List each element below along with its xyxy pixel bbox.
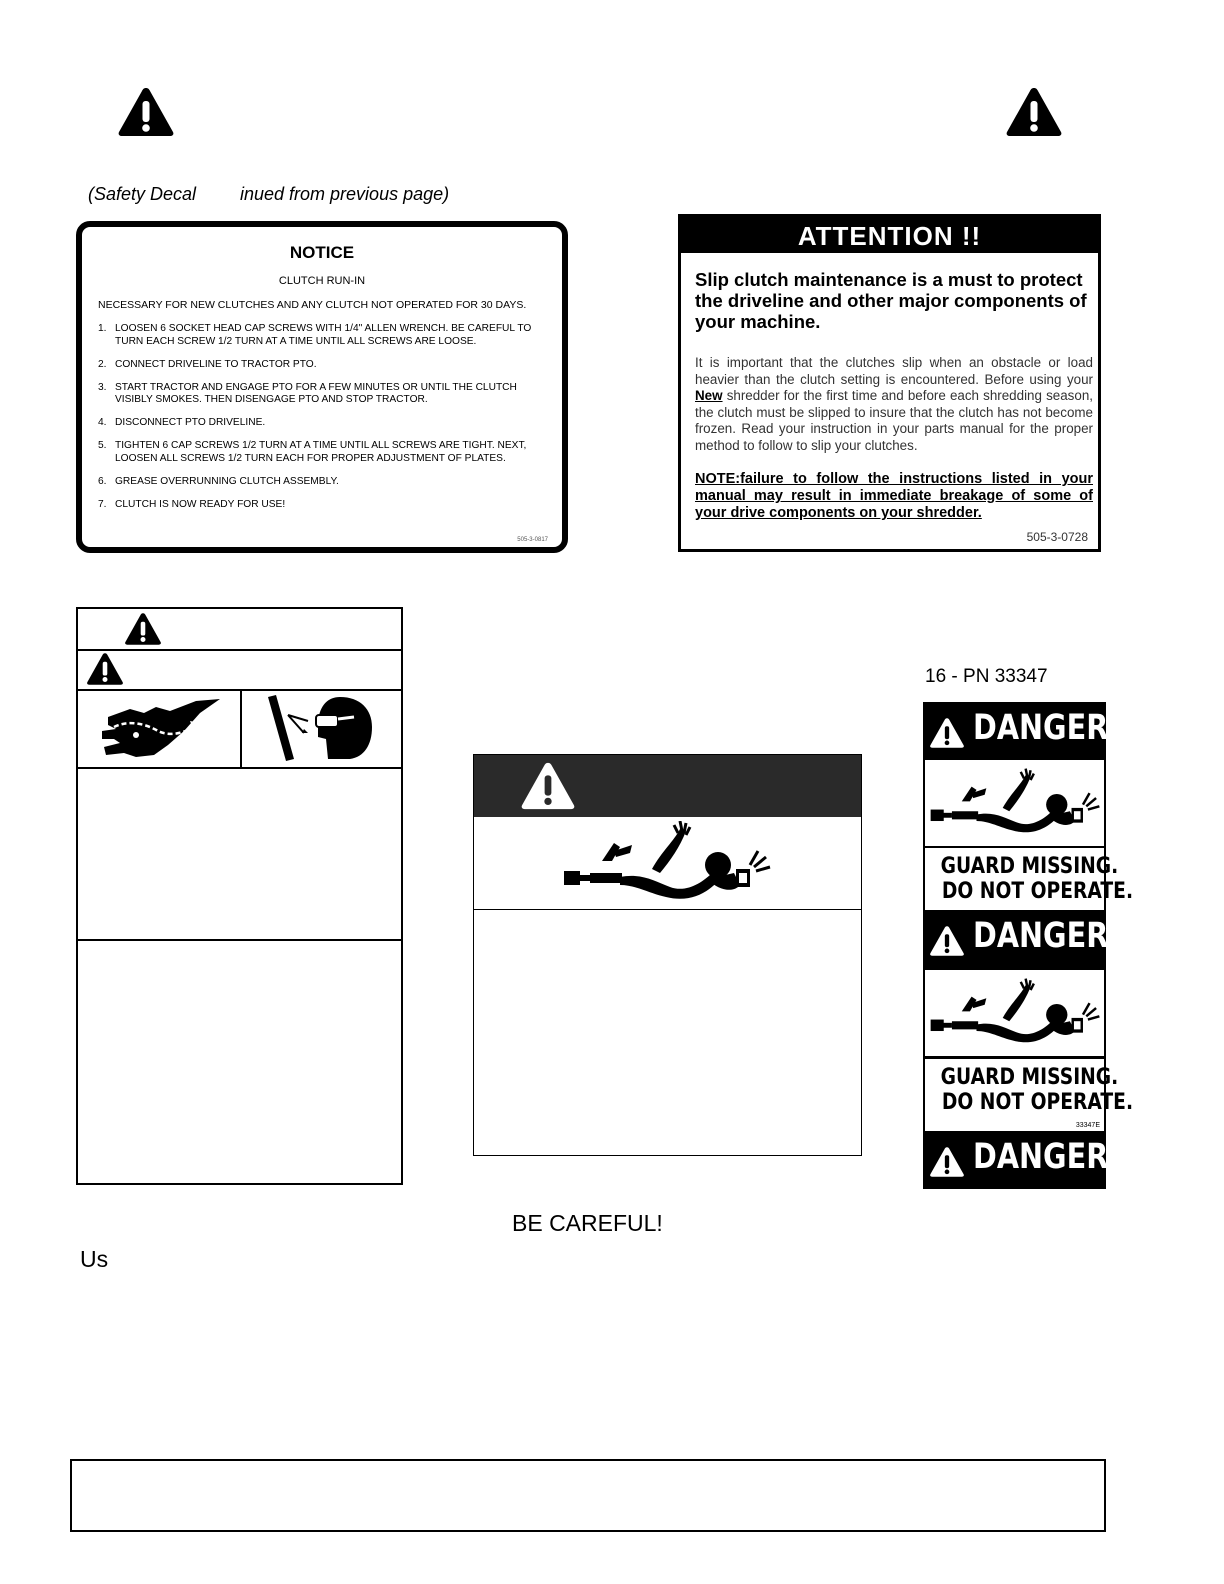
entanglement-warning-decal xyxy=(473,754,862,1156)
warning-triangle-icon xyxy=(929,1146,965,1178)
danger-label: DANGER xyxy=(973,708,1109,748)
entanglement-icon xyxy=(929,766,1101,840)
notice-step: 5. TIGHTEN 6 CAP SCREWS 1/2 TURN AT A TIME UNTIL ALL SCREWS ARE TIGHT. NEXT, LOOSEN ALL SCREWS 1/2 TURN EACH FOR PROPER ADJUSTMENT OF PLATES. xyxy=(98,440,527,464)
warning-triangle-icon xyxy=(520,761,576,811)
footer-box xyxy=(70,1459,1106,1532)
notice-steps xyxy=(98,323,548,522)
hydraulic-warning-decal xyxy=(76,607,403,1185)
notice-decal xyxy=(76,221,568,553)
warning-text-area xyxy=(78,767,401,941)
eye-protection-icon xyxy=(264,693,376,763)
be-careful-text: BE CAREFUL! xyxy=(512,1210,663,1236)
notice-title: NOTICE xyxy=(289,243,355,262)
warning-triangle-icon xyxy=(86,652,124,686)
attention-emphasis: New xyxy=(695,388,723,403)
notice-step: 4. DISCONNECT PTO DRIVELINE. xyxy=(98,417,266,428)
section-caption xyxy=(88,184,450,205)
attention-lead: Slip clutch maintenance is a must to protect the driveline and other major components of your machine. xyxy=(695,269,1087,332)
guard-missing-line1: GUARD MISSING. xyxy=(940,854,1119,879)
notice-step: 1. LOOSEN 6 SOCKET HEAD CAP SCREWS WITH 1/4" ALLEN WRENCH. BE CAREFUL TO TURN EACH SCREW 1/2 TURN AT A TIME UNTIL ALL SCREWS ARE LOOSE. xyxy=(98,323,532,347)
notice-step: 7. CLUTCH IS NOW READY FOR USE! xyxy=(98,498,286,510)
attention-code: 505-3-0728 xyxy=(1026,530,1088,544)
notice-step: 3. START TRACTOR AND ENGAGE PTO FOR A FEW MINUTES OR UNTIL THE CLUTCH VISIBLY SMOKES. THEN DISENGAGE PTO AND STOP TRACTOR. xyxy=(98,381,517,405)
danger-pictogram xyxy=(925,760,1104,846)
pictogram-row xyxy=(78,689,401,769)
danger-band xyxy=(923,912,1109,968)
caption-part1: (Safety Decal xyxy=(88,184,197,204)
warning-triangle-icon xyxy=(117,86,175,138)
attention-title: ATTENTION !! xyxy=(681,217,1098,253)
body-text-fragment: Us xyxy=(80,1246,109,1272)
guard-missing-line1: GUARD MISSING. xyxy=(940,1065,1119,1090)
danger-label: DANGER xyxy=(973,916,1109,956)
notice-code: 505-3-0817 xyxy=(517,537,548,543)
entanglement-pictogram-area xyxy=(474,817,861,910)
danger-band xyxy=(923,1133,1109,1189)
entanglement-icon xyxy=(929,976,1101,1050)
notice-step: 2. CONNECT DRIVELINE TO TRACTOR PTO. xyxy=(98,358,317,370)
notice-intro: NECESSARY FOR NEW CLUTCHES AND ANY CLUTCH NOT OPERATED FOR 30 DAYS. xyxy=(98,299,527,311)
notice-subtitle: CLUTCH RUN-IN xyxy=(278,275,366,287)
attention-decal xyxy=(678,214,1101,552)
danger-band xyxy=(923,704,1109,760)
warning-triangle-icon xyxy=(929,925,965,957)
guard-missing-line2: DO NOT OPERATE. xyxy=(941,879,1134,904)
notice-step: 6. GREASE OVERRUNNING CLUTCH ASSEMBLY. xyxy=(98,475,339,487)
warning-subheader-row xyxy=(78,649,401,691)
guard-missing-danger-decal xyxy=(923,702,1134,1189)
guard-missing-text xyxy=(925,1059,1134,1131)
warning-triangle-icon xyxy=(124,612,162,646)
caption-part2: inued from previous page) xyxy=(240,184,450,204)
part-number-label: 16 - PN 33347 xyxy=(925,666,1048,687)
entanglement-icon xyxy=(562,821,772,905)
warning-triangle-icon xyxy=(929,717,965,749)
attention-note: NOTE:failure to follow the instructions listed in your manual may result in immediate breakage of some of your drive components on your shredder. xyxy=(695,471,1093,521)
warning-header xyxy=(474,755,861,817)
danger-decal-code: 33347E xyxy=(1075,1122,1100,1129)
guard-missing-text xyxy=(925,848,1134,910)
pictogram-divider xyxy=(240,689,242,767)
danger-pictogram xyxy=(925,970,1104,1056)
fluid-injection-icon xyxy=(100,695,224,761)
guard-missing-line2: DO NOT OPERATE. xyxy=(941,1090,1134,1115)
warning-triangle-icon xyxy=(1005,86,1063,138)
attention-body: It is important that the clutches slip when an obstacle or load heavier than the clutch setting is encountered. Before using your New shredder for the first time and before each shredding season, the clutch must be slipped to insure that the clutch has not become frozen. Read your instruction in your parts manual for the proper method to follow to slip your clutches. xyxy=(695,355,1093,453)
danger-label: DANGER xyxy=(973,1137,1109,1177)
warning-header-row xyxy=(78,609,401,651)
